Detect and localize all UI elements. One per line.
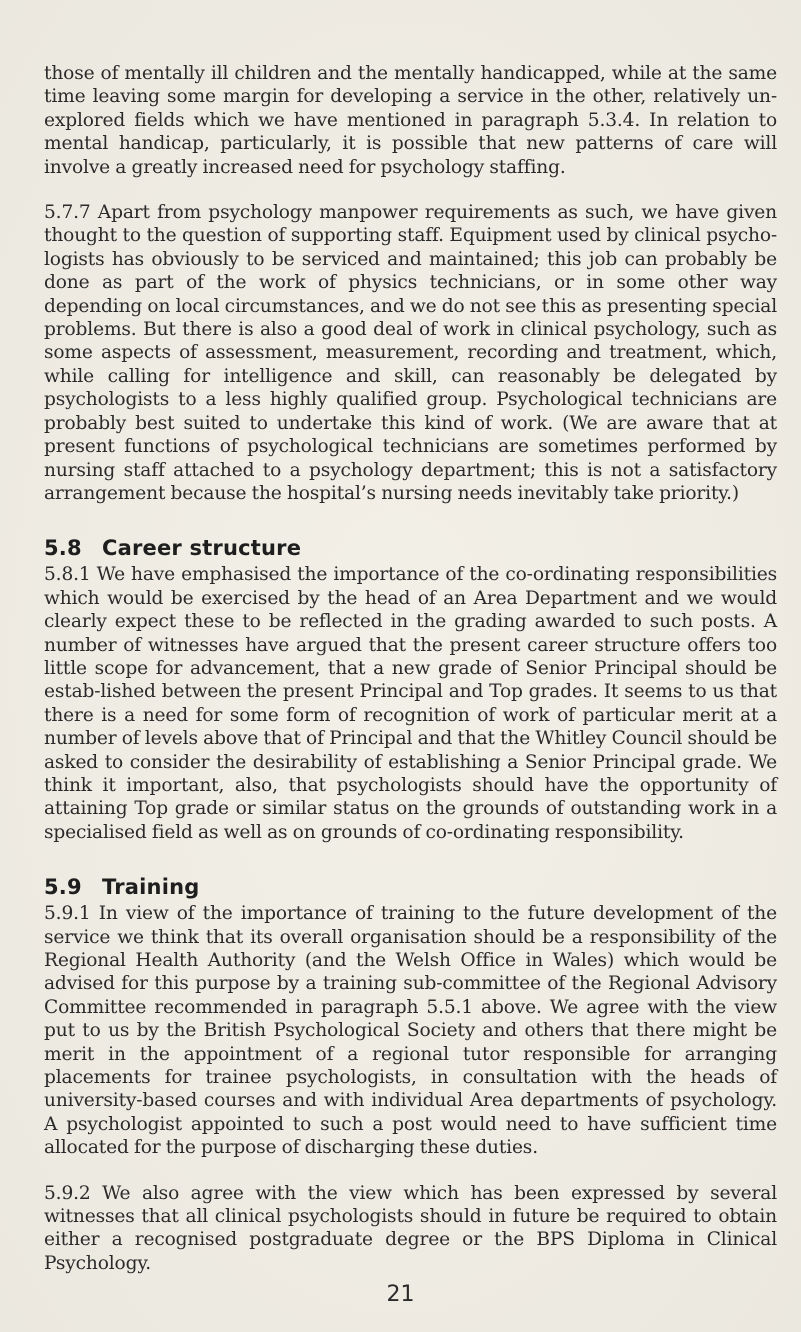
page-number: 21 (386, 1282, 415, 1307)
section-heading-training (44, 874, 777, 900)
section-number: 5.8 (44, 536, 82, 561)
paragraph-5-7-7: 5.7.7 Apart from psychology manpower requirements as such, we have given thought to the question of supporting staff. Equipment used by clinical psycho-logists has obviously to be serviced and maintained; this job can probably be done as part of the work of physics technicians, or in some other way depending on local circumstances, and we do not see this as presenting special problems. But there is also a good deal of work in clinical psychology, such as some aspects of assessment, measurement, recording and treatment, which, while calling for intelligence and skill, can reasonably be delegated by psychologists to a less highly qualified group. Psychological technicians are probably best suited to undertake this kind of work. (We are aware that at present functions of psychological technicians are sometimes performed by nursing staff attached to a psychology department; this is not a satisfactory arrangement because the hospital’s nursing needs inevitably take priority.) (44, 202, 777, 504)
section-heading-career-structure (44, 535, 777, 561)
paragraph-5-8-1: 5.8.1 We have emphasised the importance of the co-ordinating responsibilities which would be exercised by the head of an Area Department and we would clearly expect these to be reflected in the grading awarded to such posts. A number of witnesses have argued that the present career structure offers too little scope for advancement, that a new grade of Senior Principal should be estab-lished between the present Principal and Top grades. It seems to us that there is a need for some form of recognition of work of particular merit at a number of levels above that of Principal and that the Whitley Council should be asked to consider the desirability of establishing a Senior Principal grade. We think it important, also, that psychologists should have the opportunity of attaining Top grade or similar status on the grounds of outstanding work in a specialised field as well as on grounds of co-ordinating responsibility. (44, 564, 777, 843)
paragraph-5-9-1: 5.9.1 In view of the importance of training to the future development of the service we think that its overall organisation should be a responsibility of the Regional Health Authority (and the Welsh Office in Wales) which would be advised for this purpose by a training sub-committee of the Regional Advisory Committee recommended in paragraph 5.5.1 above. We agree with the view put to us by the British Psychological Society and others that there might be merit in the appointment of a regional tutor responsible for arranging placements for trainee psychologists, in consultation with the heads of university-based courses and with individual Area departments of psychology. A psychologist appointed to such a post would need to have sufficient time allocated for the purpose of discharging these duties. (44, 903, 777, 1159)
section-number: 5.9 (44, 875, 82, 900)
opening-paragraph: those of mentally ill children and the mentally handicapped, while at the same time leaving some margin for developing a service in the other, relatively un-explored fields which we have mentioned in paragraph 5.3.4. In relation to mental handicap, particularly, it is possible that new patterns of care will involve a greatly increased need for psychology staffing. (44, 63, 777, 178)
section-title: Training (102, 875, 200, 900)
section-title: Career structure (102, 536, 302, 561)
paragraph-5-9-2: 5.9.2 We also agree with the view which has been expressed by several witnesses that all clinical psychologists should in future be required to obtain either a recognised postgraduate degree or the BPS Diploma in Clinical Psychology. (44, 1182, 777, 1274)
